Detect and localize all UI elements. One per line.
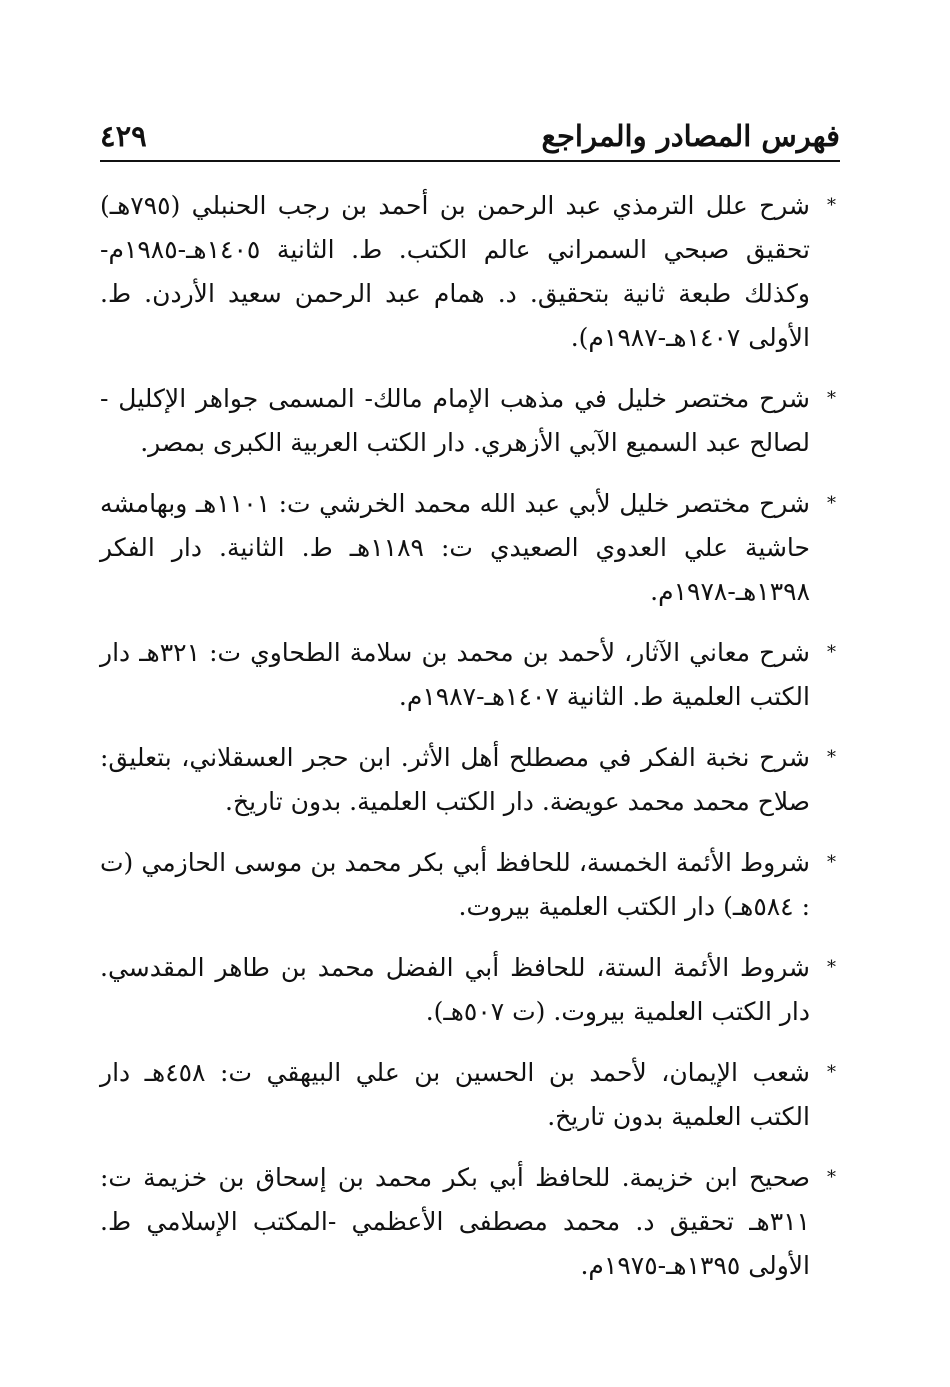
reference-entry [100,736,840,824]
reference-entry [100,841,840,929]
bullet-icon: * [827,493,836,514]
bullet-icon: * [827,957,836,978]
reference-entry [100,184,840,360]
header-title: فهرس المصادر والمراجع [541,119,840,153]
bullet-icon: * [827,852,836,873]
reference-text: شرح علل الترمذي عبد الرحمن بن أحمد بن رجب الحنبلي (٧٩٥هـ) تحقيق صبحي السمراني عالم الكتب. ط. الثانية ١٤٠٥هـ-١٩٨٥م- وكذلك طبعة ثانية بتحقيق. د. همام عبد الرحمن سعيد الأردن. ط. الأولى ١٤٠٧هـ-١٩٨٧م). [100,191,810,352]
running-header [100,108,840,162]
reference-text: شروط الأئمة الستة، للحافظ أبي الفضل محمد بن طاهر المقدسي. دار الكتب العلمية بيروت. (ت ٥٠٧هـ). [100,953,810,1026]
reference-entry [100,482,840,614]
reference-entry [100,1156,840,1288]
bullet-icon: * [827,747,836,768]
reference-entry [100,946,840,1034]
reference-text: شرح مختصر خليل في مذهب الإمام مالك- المسمى جواهر الإكليل - لصالح عبد السميع الآبي الأزهري. دار الكتب العربية الكبرى بمصر. [100,384,810,457]
bullet-icon: * [827,642,836,663]
reference-text: شروط الأئمة الخمسة، للحافظ أبي بكر محمد بن موسى الحازمي (ت : ٥٨٤هـ) دار الكتب العلمية بيروت. [100,848,810,921]
reference-text: صحيح ابن خزيمة. للحافظ أبي بكر محمد بن إسحاق بن خزيمة ت: ٣١١هـ تحقيق د. محمد مصطفى الأعظمي -المكتب الإسلامي ط. الأولى ١٣٩٥هـ-١٩٧٥م. [100,1163,810,1280]
book-page [100,108,840,1305]
reference-entry [100,631,840,719]
reference-entry [100,1051,840,1139]
bullet-icon: * [827,1062,836,1083]
reference-text: شرح نخبة الفكر في مصطلح أهل الأثر. ابن حجر العسقلاني، بتعليق: صلاح محمد محمد عويضة. دار الكتب العلمية. بدون تاريخ. [100,743,810,816]
bullet-icon: * [827,195,836,216]
bullet-icon: * [827,1167,836,1188]
reference-text: شعب الإيمان، لأحمد بن الحسين بن علي البيهقي ت: ٤٥٨هـ دار الكتب العلمية بدون تاريخ. [100,1058,811,1131]
bullet-icon: * [827,388,836,409]
page-number: ٤٢٩ [100,119,147,153]
references-list [100,184,840,1288]
reference-entry [100,377,840,465]
reference-text: شرح مختصر خليل لأبي عبد الله محمد الخرشي ت: ١١٠١هـ وبهامشه حاشية علي العدوي الصعيدي ت: ١١٨٩هـ ط. الثانية. دار الفكر ١٣٩٨هـ-١٩٧٨م. [100,489,810,606]
reference-text: شرح معاني الآثار، لأحمد بن محمد بن سلامة الطحاوي ت: ٣٢١هـ دار الكتب العلمية ط. الثانية ١٤٠٧هـ-١٩٨٧م. [100,638,810,711]
